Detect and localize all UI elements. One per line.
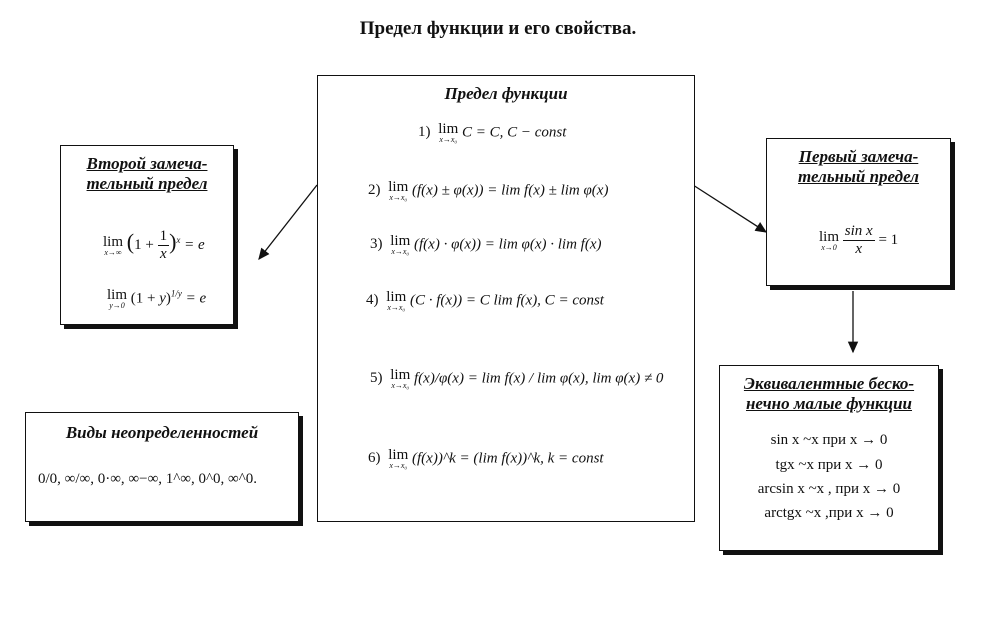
equivalent-line-2: tgx ~x при x → 0 bbox=[775, 457, 883, 473]
arrow-to-first-limit bbox=[693, 185, 766, 232]
equivalent-line-4: arctgx ~x ,при x → 0 bbox=[764, 505, 894, 521]
equivalent-header: Эквивалентные беско- нечно малые функции bbox=[743, 374, 915, 413]
uncertainty-header: Виды неопределенностей bbox=[65, 423, 259, 442]
formula-6: 6) lim x→x₀ (f(x))^k = (lim f(x))^k, k = const bbox=[368, 447, 604, 470]
second-limit-header: Второй замеча- тельный предел bbox=[86, 154, 208, 193]
uncertainty-list: 0/0, ∞/∞, 0·∞, ∞−∞, 1^∞, 0^0, ∞^0. bbox=[38, 471, 258, 487]
function-limit-box bbox=[317, 75, 695, 522]
equivalent-infinitesimals-box bbox=[719, 365, 939, 551]
first-remarkable-limit-box bbox=[766, 138, 951, 286]
uncertainty-types-box bbox=[25, 412, 299, 522]
first-limit-formula: lim x→0 $\frac{\text{sin x}}{x}$ = 1 bbox=[819, 223, 899, 257]
formula-3: 3) lim x→x₀ (f(x) · φ(x)) = lim φ(x) · lim f(x) bbox=[370, 233, 602, 256]
second-limit-formula-2: lim y→0 $(1 + y)^{1/y} = e$ bbox=[107, 287, 207, 310]
first-limit-header: Первый замеча- тельный предел bbox=[798, 147, 919, 186]
second-remarkable-limit-box bbox=[60, 145, 234, 325]
equivalent-line-1: sin x ~x при x → 0 bbox=[770, 432, 888, 448]
function-limit-header: Предел функции bbox=[444, 84, 568, 103]
arrow-to-second-limit bbox=[259, 185, 317, 259]
formula-2: 2) lim x→x₀ (f(x) ± φ(x)) = lim f(x) ± lim φ(x) bbox=[368, 179, 609, 202]
formula-1: 1) lim x→x₀ C = C, C − const bbox=[418, 121, 567, 144]
formula-4: 4) lim x→x₀ (C · f(x)) = C lim f(x), C = const bbox=[366, 289, 604, 312]
formula-5: 5) lim x→x₀ f(x)/φ(x) = lim f(x) / lim φ(x), lim φ(x) ≠ 0 bbox=[370, 367, 664, 390]
page-title: Предел функции и его свойства. bbox=[359, 18, 637, 39]
second-limit-formula-1: lim x→∞ (1 + $\frac{1}{x}$ )$^x$ = e bbox=[103, 228, 205, 262]
equivalent-line-3: arcsin x ~x , при x → 0 bbox=[757, 481, 901, 497]
